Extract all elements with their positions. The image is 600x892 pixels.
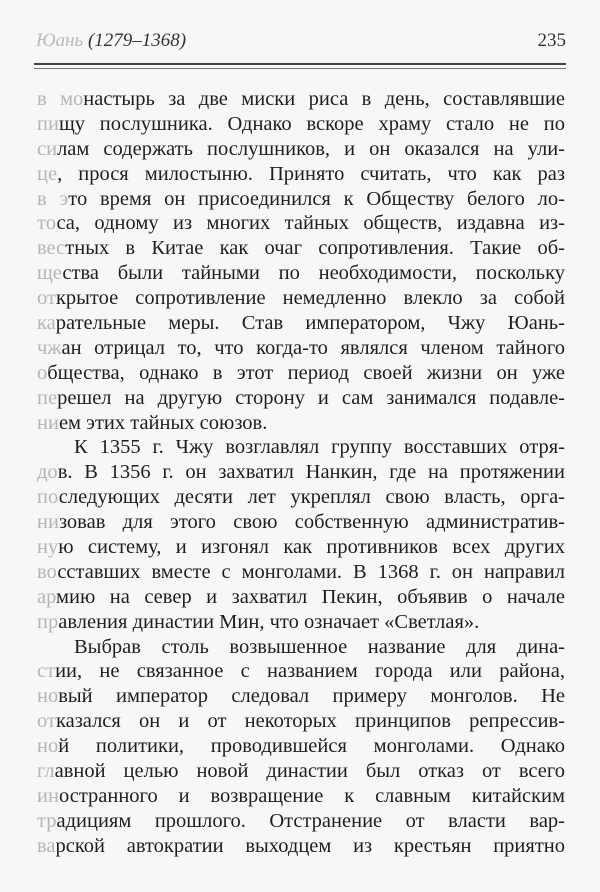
faded-line-start: то bbox=[37, 212, 57, 235]
faded-line-start: ин bbox=[37, 784, 59, 807]
running-title-faded: Юань bbox=[36, 30, 84, 51]
faded-line-start: но bbox=[37, 735, 59, 758]
text-line bbox=[37, 734, 565, 759]
text-line bbox=[37, 211, 565, 236]
text-line bbox=[37, 759, 565, 784]
text-line bbox=[37, 809, 565, 834]
line-text: вый император следовал примеру монголов. Не bbox=[58, 685, 565, 708]
line-text: мию на север и захватил Пекин, объявив о начале bbox=[56, 585, 565, 608]
text-line bbox=[37, 187, 565, 212]
page-number: 235 bbox=[537, 30, 566, 51]
line-text: ан отрицал то, что когда-то являлся членом тайного bbox=[61, 336, 565, 359]
line-text: настырь за две миски риса в день, составлявшие bbox=[83, 88, 565, 110]
faded-line-start: тр bbox=[37, 809, 57, 832]
line-text: Выбрав столь возвышенное название для дина- bbox=[74, 635, 565, 658]
text-line bbox=[37, 87, 565, 112]
line-text: бщества, однако в этот период своей жизни он уже bbox=[47, 361, 565, 384]
text-line bbox=[37, 112, 565, 137]
line-text: остранного и возвращение к славным китайским bbox=[58, 784, 565, 807]
text-line bbox=[37, 435, 565, 460]
line-text: сставших вместе с монголами. В 1368 г. он направил bbox=[57, 560, 565, 583]
text-line bbox=[37, 510, 565, 535]
faded-line-start: о bbox=[37, 361, 48, 384]
faded-line-start: ар bbox=[37, 585, 57, 608]
text-line bbox=[37, 709, 565, 734]
faded-line-start: ни bbox=[37, 511, 59, 534]
line-text: ем этих тайных союзов. bbox=[58, 411, 268, 434]
line-text: й политики, проводившейся монголами. Однако bbox=[58, 735, 565, 758]
line-text: то время он присоединился к Обществу белого ло- bbox=[68, 187, 565, 210]
line-text: ства были тайными по необходимости, поскольку bbox=[62, 262, 565, 285]
line-text: следующих десяти лет укреплял свою власть, орга- bbox=[58, 486, 565, 509]
line-text: лам содержать послушников, и он оказался на ули- bbox=[57, 137, 565, 160]
faded-line-start: до bbox=[37, 461, 58, 484]
text-line bbox=[37, 585, 565, 610]
text-line bbox=[37, 162, 565, 187]
line-text: адициям прошлого. Отстранение от власти вар- bbox=[56, 809, 565, 832]
line-text: ии, не связанное с названием города или района, bbox=[55, 660, 565, 683]
faded-line-start: гл bbox=[37, 760, 55, 783]
text-line bbox=[37, 460, 565, 485]
text-line bbox=[37, 236, 565, 261]
text-line bbox=[37, 261, 565, 286]
line-text: рской автократии выходцем из крестьян приятно bbox=[55, 834, 565, 857]
line-text: зовав для этого свою собственную административ- bbox=[58, 511, 565, 534]
faded-line-start: в мо bbox=[37, 88, 84, 110]
line-text: , прося милостыню. Принято считать, что как раз bbox=[57, 162, 565, 185]
faded-line-start: ну bbox=[37, 536, 59, 559]
line-text: казался он и от некоторых принципов репрессив- bbox=[55, 710, 565, 733]
line-text: рательные меры. Став императором, Чжу Юань- bbox=[55, 312, 565, 335]
text-line bbox=[37, 386, 565, 411]
header-rule bbox=[34, 63, 566, 69]
faded-line-start: ка bbox=[37, 312, 56, 335]
text-line bbox=[37, 361, 565, 386]
text-line bbox=[37, 336, 565, 361]
faded-line-start: от bbox=[37, 287, 56, 310]
text-line bbox=[37, 137, 565, 162]
faded-line-start: во bbox=[37, 560, 58, 583]
text-line bbox=[37, 311, 565, 336]
line-text: авной целью новой династии был отказ от всего bbox=[54, 760, 565, 783]
text-line bbox=[37, 535, 565, 560]
text-line bbox=[37, 784, 565, 809]
body-text bbox=[37, 87, 565, 859]
text-line bbox=[37, 834, 565, 859]
text-line bbox=[37, 684, 565, 709]
faded-line-start: ще bbox=[37, 262, 63, 285]
text-line bbox=[37, 610, 565, 635]
text-line bbox=[37, 659, 565, 684]
text-line bbox=[37, 485, 565, 510]
faded-line-start: пи bbox=[37, 112, 59, 135]
running-title-dates: (1279–1368) bbox=[83, 30, 187, 51]
line-text: ю систему, и изгонял как противников всех других bbox=[58, 536, 565, 559]
faded-line-start: си bbox=[37, 137, 58, 160]
faded-line-start: от bbox=[37, 710, 56, 733]
line-text: в. В 1356 г. он захватил Нанкин, где на протяжении bbox=[57, 461, 565, 484]
text-line bbox=[37, 635, 565, 660]
faded-line-start: чж bbox=[37, 336, 62, 359]
faded-line-start: ва bbox=[37, 834, 56, 857]
faded-line-start: вес bbox=[37, 237, 66, 260]
line-text: щу послушника. Однако вскоре храму стало не по bbox=[58, 112, 565, 135]
line-text: К 1355 г. Чжу возглавлял группу восставших отря- bbox=[74, 436, 565, 459]
text-line bbox=[37, 560, 565, 585]
faded-line-start: ни bbox=[37, 411, 59, 434]
faded-line-start: це bbox=[37, 162, 58, 185]
faded-line-start: пр bbox=[37, 610, 59, 633]
faded-line-start: но bbox=[37, 685, 59, 708]
text-line bbox=[37, 411, 565, 436]
line-text: решел на другую сторону и сам занимался подавле- bbox=[57, 386, 565, 409]
faded-line-start: пе bbox=[37, 386, 58, 409]
line-text: крытое сопротивление немедленно влекло за собой bbox=[55, 287, 565, 310]
faded-line-start: ст bbox=[37, 660, 56, 683]
running-title bbox=[36, 30, 186, 52]
line-text: тных в Китае как очаг сопротивления. Такие об- bbox=[65, 237, 565, 260]
line-text: са, одному из многих тайных обществ, издавна из- bbox=[56, 212, 565, 235]
faded-line-start: в э bbox=[37, 187, 69, 210]
text-line bbox=[37, 286, 565, 311]
running-header bbox=[36, 30, 566, 56]
line-text: авления династии Мин, что означает «Светлая». bbox=[58, 610, 480, 633]
faded-line-start: по bbox=[37, 486, 59, 509]
